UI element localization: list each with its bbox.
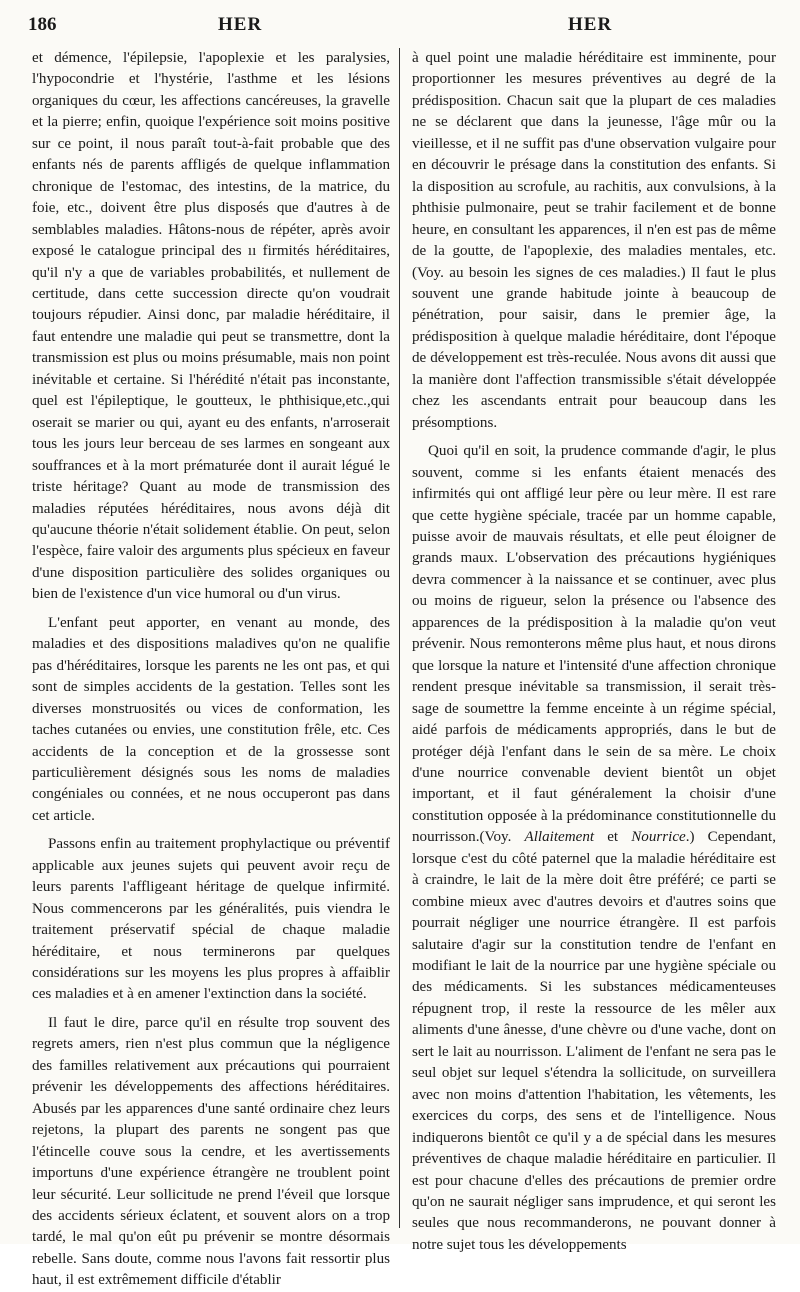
paragraph: et démence, l'épilepsie, l'apoplexie et les paralysies, l'hypocondrie et l'hystérie, l'asthme et les lésions organiques du cœur, les affections cancéreuses, la gravelle et la pierre; enfin, quoique l'expérience soit moins positive sur ce point, il nous paraît tout-à-fait probable que des enfants nés de parents affligés de quelque inflammation chronique de l'estomac, des intestins, de la matrice, du foie, etc., doivent être plus disposés que d'autres à de semblables maladies. Hâtons-nous de répéter, après avoir exposé le catalogue principal des ıı firmités héréditaires, qu'il n'y a que de variables probabilités, et nullement de certitude, dans cette succession directe qu'on voudrait toujours répudier. Ainsi donc, par maladie héréditaire, il faut entendre une maladie qui peut se transmettre, dont la transmission est plus ou moins présumable, mais non point inévitable et certaine. Si l'hérédité n'était pas inconstante, quel est l'épileptique, le goutteux, le phthisique,etc.,qui oserait se marier ou qui, ayant eu des enfants, n'arroserait tous les jours leur berceau de ses larmes en songeant aux souffrances et à la mort prématurée dont il aurait légué le triste héritage? Quant au mode de transmission des maladies réputées héréditaires, nous avons déjà dit qu'aucune théorie n'était solidement établie. On peut, selon l'espèce, faire valoir des arguments plus spécieux en faveur d'une disposition particulière des solides organiques ou bien de l'existence d'un vice humoral ou d'un virus. xyxy=(32,50,390,603)
paragraph: Il faut le dire, parce qu'il en résulte trop souvent des regrets amers, rien n'est plus commun que la négligence des familles relativement aux précautions qui pourraient prévenir les développements des affections héréditaires. Abusés par les apparences d'une santé ordinaire chez leurs rejetons, la plupart des parents ne songent pas que l'étincelle couve sous la cendre, et les avertissements importuns d'une expérience étrangère ne troublent point leur sécurité. Leur sollicitude ne prend l'éveil que lorsque des accidents sérieux éclatent, et souvent alors on a trop tardé, le mal qu'on eût pu prévenir se montre désormais rebelle. Sans doute, comme nous l'avons fait ressortir plus haut, il est extrêmement difficile d'établir xyxy=(32,1014,390,1289)
cross-reference-prefix: (Voy. xyxy=(479,829,525,846)
cross-reference-allaitement: Allaitement xyxy=(524,829,595,846)
running-header xyxy=(28,14,776,40)
paragraph: Passons enfin au traitement prophylactique ou préventif applicable aux jeunes sujets qui peuvent avoir reçu de leurs parents l'affligeant héritage de quelque infirmité. Nous commencerons par les généralités, puis viendra le traitement préservatif spécial de chaque maladie héréditaire, et nous terminerons par quelques considérations sur les moyens les plus propres à affaiblir ces maladies et à en amener l'extinction dans la société. xyxy=(32,836,390,1003)
left-column xyxy=(32,48,390,1292)
column-divider xyxy=(399,48,400,1228)
paragraph-text: Quoi qu'il en soit, la prudence commande d'agir, le plus souvent, comme si les enfants étaient menacés des infirmités qui ont affligé leur père ou leur mère. Il est rare que cette hygiène spéciale, tracée par un homme capable, puisse avoir de mauvais résultats, et elle peut éloigner de grands maux. L'observation des précautions hygiéniques devra commencer à la naissance et se continuer, avec plus ou moins de rigueur, selon la présence ou l'absence des apparences de la prédisposition à la maladie qu'on veut prévenir. Nous remonterons même plus haut, et nous dirons que lorsque la nature et l'intensité d'une affection chronique rendent presque inévitable sa transmission, il serait très-sage de soumettre la femme enceinte à un régime spécial, aidé parfois de médicaments appropriés, dans le but de protéger déjà l'enfant dans le sein de sa mère. Le choix d'une nourrice convenable devient bientôt un objet important, et il faut généralement la choisir d'une constitution opposée à la prédominance constitutionnelle du nourrisson. xyxy=(412,443,776,846)
paragraph-text: Cependant, lorsque c'est du côté paternel que la maladie héréditaire est à craindre, le lait de la mère doit être préféré; ce parti se combine mieux avec d'autres devoirs et d'autres soins que pourrait négliger une nourrice étrangère. Il est parfois salutaire d'agir sur la constitution tendre de l'enfant en modifiant le lait de la nourrice par une hygiène spéciale ou des médicaments. Si les substances médicamenteuses répugnent trop, il reste la ressource de les mêler aux aliments d'une ânesse, d'une chèvre ou d'une vache, dont on sert le lait au nourrisson. L'aliment de l'enfant ne sera pas le seul objet sur lequel s'étendra la sollicitude, on surveillera avec non moins d'attention l'habitation, les vêtements, les exercices du corps, des sens et de l'intelligence. Nous indiquerons bientôt ce qu'il y a de spécial dans les mesures préventives de chaque maladie héréditaire en particulier. Il est pour chacune d'elles des précautions de premier ordre qu'on ne saurait négliger sans imprudence, et qui seront les seules que nous recommanderons, ne pouvant donner à notre sujet tous les développements xyxy=(412,829,776,1253)
cross-reference-joiner: et xyxy=(594,829,632,846)
paragraph: à quel point une maladie héréditaire est imminente, pour proportionner les mesures préventives au degré de la prédisposition. Chacun sait que la plupart de ces maladies ne se déclarent que dans la jeunesse, l'âge mûr ou la vieillesse, et il ne suffit pas d'une observation vulgaire pour en découvrir le présage dans la constitution des enfants. Si la disposition au scrofule, au rachitis, aux convulsions, à la phthisie pulmonaire, peut se trahir facilement et de bonne heure, en consultant les apparences, il n'en est pas de même de la goutte, de l'apoplexie, des maladies mentales, etc. (Voy. au besoin les signes de ces maladies.) Il faut le plus souvent une grande habitude jointe à beaucoup de pénétration, pour saisir, dans le premier âge, la prédisposition à quelque maladie héréditaire, dont l'époque de développement est très-reculée. Nous avons dit aussi que la manière dont l'affection transmissible s'était développée chez les ascendants entrait pour beaucoup dans les présomptions. xyxy=(412,50,776,431)
page-number: 186 xyxy=(28,14,57,35)
paragraph: L'enfant peut apporter, en venant au monde, des maladies et des dispositions maladives qu'on ne qualifie pas d'héréditaires, lorsque les parents ne les ont pas, et qui sont de simples accidents de la gestation. Telles sont les diverses monstruosités ou vices de conformation, les taches cutanées ou envies, une constitution frêle, etc. Ces accidents de la conception et de la grossesse sont particulièrement désignés sous les noms de maladies congéniales ou connées, et ne nous occuperont pas dans cet article. xyxy=(32,614,390,824)
running-title-right: HER xyxy=(568,14,613,35)
cross-reference-suffix: .) xyxy=(685,829,708,846)
running-title-left: HER xyxy=(218,14,263,35)
right-column xyxy=(412,48,776,1256)
paragraph xyxy=(412,441,776,1256)
cross-reference-nourrice: Nourrice xyxy=(631,829,686,846)
